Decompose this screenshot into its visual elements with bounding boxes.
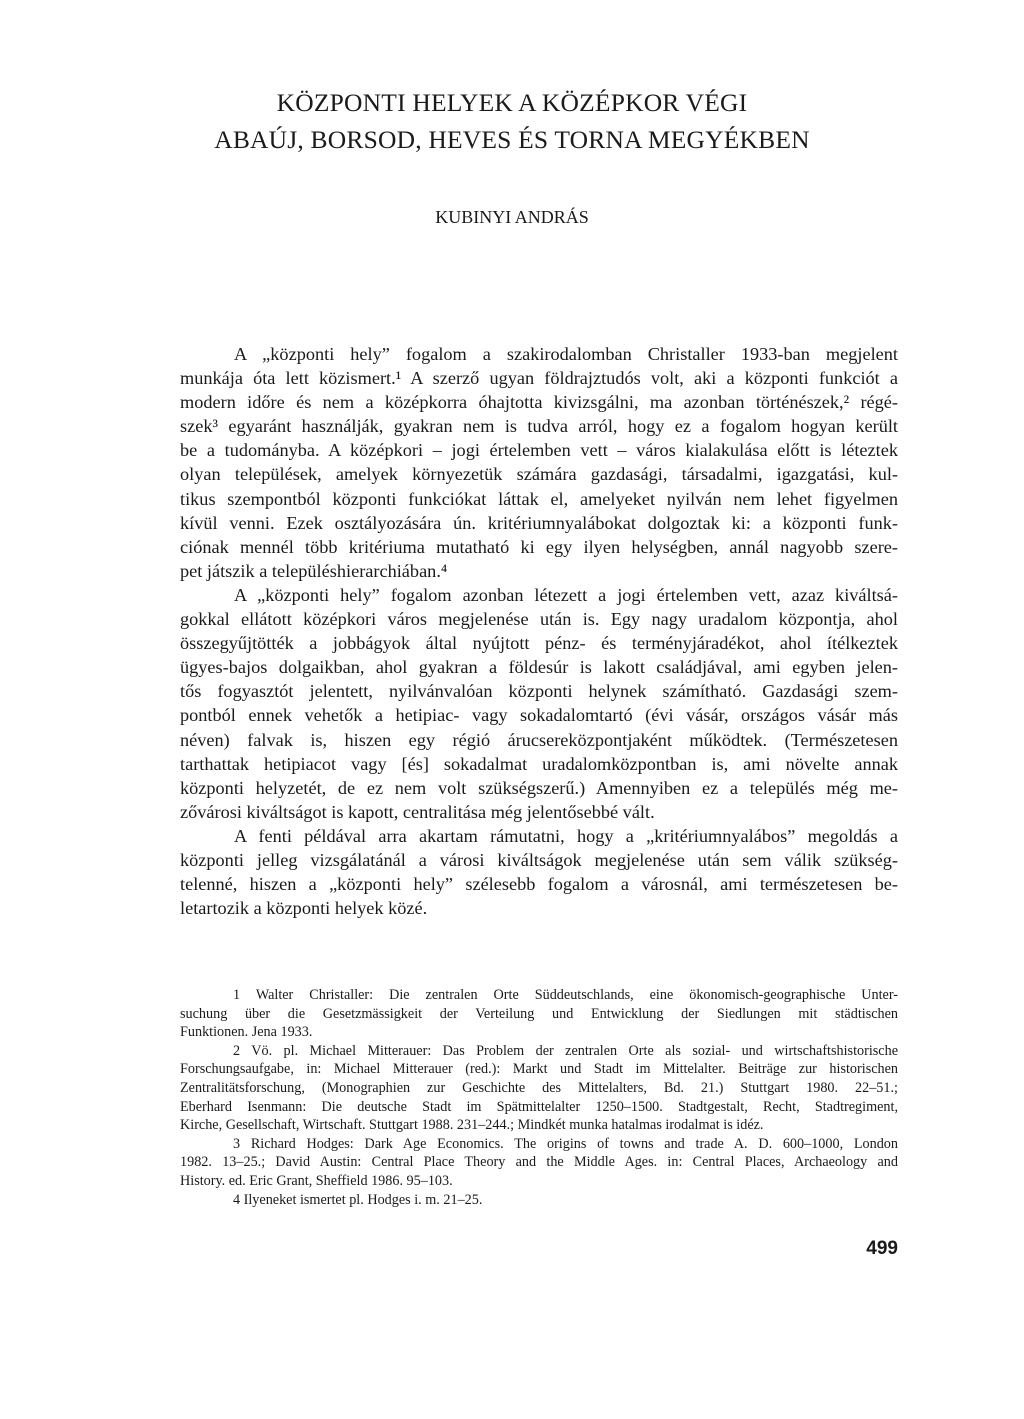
- footnote-line: Funktionen. Jena 1933.: [180, 1024, 313, 1041]
- body-line: A „központi hely” fogalom azonban létezett a jogi értelemben vett, azaz kiváltsá-: [234, 584, 898, 605]
- body-line: telenné, hiszen a „központi hely” szélesebb fogalom a városnál, ami természetesen be-: [180, 874, 898, 895]
- body-line: központi helyzetét, de ez nem volt szükségszerű.) Amennyiben ez a település még me-: [180, 777, 898, 798]
- body-line: kívül venni. Ezek osztályozására ún. kritériumnyalábokat dolgoztak ki: a központi funk-: [180, 512, 898, 533]
- body-line: ügyes-bajos dolgaikban, ahol gyakran a földesúr is lakott családjával, ami egyben jelen-: [180, 657, 898, 678]
- body-line: letartozik a központi helyek közé.: [180, 898, 428, 919]
- article-title: [0, 84, 1024, 158]
- body-line: szek³ egyaránt használják, gyakran nem is tudva arról, hogy ez a fogalom hogyan került: [180, 416, 898, 437]
- body-line: pontból ennek vehetők a hetipiac- vagy sokadalomtartó (évi vásár, országos vásár más: [180, 705, 898, 726]
- body-line: munkája óta lett közismert.¹ A szerző ugyan földrajztudós volt, aki a központi funkciót a: [180, 368, 898, 389]
- body-line: tarthattak hetipiacot vagy [és] sokadalmat uradalomközpontban is, ami növelte annak: [180, 753, 898, 774]
- author-name: KUBINYI ANDRÁS: [435, 207, 589, 227]
- page-number: 499: [866, 1238, 898, 1259]
- body-line: pet játszik a településhierarchiában.⁴: [180, 560, 448, 581]
- body-line: zővárosi kiváltságot is kapott, centralitása még jelentősebbé vált.: [180, 801, 655, 822]
- body-line: összegyűjtötték a jobbágyok által nyújtott pénz- és terményjáradékot, ahol ítélkeztek: [180, 633, 898, 654]
- body-line: tikus szempontból központi funkciókat láttak el, amelyeket nyilván nem lehet figyelmen: [180, 488, 898, 509]
- footnotes: [180, 986, 898, 1209]
- footnote-line: 1 Walter Christaller: Die zentralen Orte Süddeutschlands, eine ökonomisch-geographische Unter-: [233, 987, 898, 1003]
- title-line-2: ABAÚJ, BORSOD, HEVES ÉS TORNA MEGYÉKBEN: [214, 125, 810, 154]
- body-line: ciónak mennél több kritériuma mutatható ki egy ilyen helységben, annál nagyobb szere-: [180, 536, 898, 557]
- body-line: tős fogyasztót jelentett, nyilvánvalóan központi helynek számítható. Gazdasági szem-: [180, 681, 898, 702]
- body-line: központi jelleg vizsgálatánál a városi kiváltságok megjelenése után sem válik szükség-: [180, 849, 898, 870]
- footnote-line: suchung über die Gesetzmässigkeit der Verteilung und Entwicklung der Siedlungen mit städtischen: [180, 1005, 898, 1022]
- footnote-line: 2 Vö. pl. Michael Mitterauer: Das Problem der zentralen Orte als sozial- und wirtschaftshistorische: [233, 1042, 898, 1059]
- body-line: olyan települések, amelyek környezetük számára gazdasági, társadalmi, igazgatási, kul-: [180, 464, 898, 485]
- footnote-line: 1982. 13–25.; David Austin: Central Place Theory and the Middle Ages. in: Central Places, Archaeology and: [180, 1154, 898, 1171]
- body-text: [180, 342, 898, 920]
- body-line: néven) falvak is, hiszen egy régió árucsereközpontjaként működtek. (Természetesen: [180, 729, 898, 750]
- footnote-line: Forschungsaufgabe, in: Michael Mitterauer (red.): Markt und Stadt im Mittelalter. Beiträge zur historischen: [180, 1061, 898, 1078]
- body-line: gokkal ellátott középkori város megjelenése után is. Egy nagy uradalom központja, ahol: [180, 609, 898, 630]
- body-line: A fenti példával arra akartam rámutatni, hogy a „kritériumnyalábos” megoldás a: [234, 825, 898, 846]
- footnote-line: Zentralitätsforschung, (Monographien zur Geschichte des Mittelalters, Bd. 21.) Stuttgart 1980. 22–51.;: [180, 1079, 898, 1096]
- body-line: A „központi hely” fogalom a szakirodalomban Christaller 1933-ban megjelent: [234, 344, 898, 364]
- body-line: modern időre és nem a középkorra óhajtotta kivizsgálni, ma azonban történészek,² régé-: [180, 392, 898, 413]
- footnote-line: 4 Ilyeneket ismertet pl. Hodges i. m. 21–25.: [233, 1191, 483, 1208]
- title-line-1: KÖZPONTI HELYEK A KÖZÉPKOR VÉGI: [276, 88, 748, 117]
- footnote-line: Kirche, Gesellschaft, Wirtschaft. Stuttgart 1988. 231–244.; Mindkét munka hatalmas irodalmat is idéz.: [180, 1117, 764, 1134]
- footnote-line: Eberhard Isenmann: Die deutsche Stadt im Spätmittelalter 1250–1500. Stadtgestalt, Recht, Stadtregiment,: [180, 1098, 898, 1115]
- footnote-line: 3 Richard Hodges: Dark Age Economics. The origins of towns and trade A. D. 600–1000, London: [233, 1135, 898, 1152]
- body-line: be a tudományba. A középkori – jogi értelemben vett – város kialakulása előtt is léteztek: [180, 440, 898, 461]
- footnote-line: History. ed. Eric Grant, Sheffield 1986. 95–103.: [180, 1172, 453, 1189]
